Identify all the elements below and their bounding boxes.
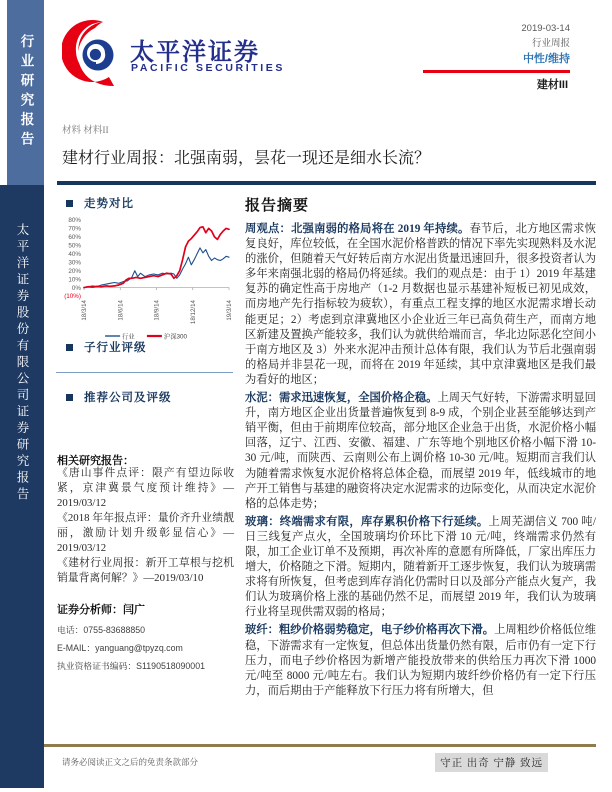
section-trend-label: 走势对比 bbox=[84, 198, 134, 210]
section-recommend-label: 推荐公司及评级 bbox=[84, 392, 172, 404]
sidebar-bottom-band bbox=[0, 185, 44, 788]
footer-rule bbox=[44, 744, 596, 747]
svg-text:70%: 70% bbox=[68, 225, 81, 233]
related-report-item: 《建材行业周报：新开工草根与挖机销量背离何解？》—2019/03/10 bbox=[57, 557, 234, 584]
svg-text:18/9/14: 18/9/14 bbox=[153, 300, 161, 321]
paragraph-text: 上周芜湖信义 700 吨/日三线复产点火，全国玻璃均价环比下滑 10 元/吨，终端需求仍然有限，加工企业订单不及预期，再次补库的意愿有所降低，厂家出库压力增大，价格随之下滑。短期内，随着新开工逐步恢复，我们认为玻璃需求将有所恢复，但考虑到库存消化仍需时日以及部分产能点火复产，我们认为玻璃价格上涨的基础仍然不足，而展望 2019 年，我们认为玻璃行业将呈现供需双弱的格局； bbox=[245, 515, 596, 619]
industry-rating: 中性/维持 bbox=[522, 53, 570, 65]
brand-name-cn: 太平洋证券 bbox=[130, 39, 260, 66]
report-date: 2019-03-14 bbox=[521, 23, 570, 34]
industry-tag: 建材III bbox=[536, 79, 568, 91]
square-bullet-icon bbox=[66, 344, 73, 351]
paragraph-lead: 水泥：需求迅速恢复，全国价格企稳。 bbox=[245, 392, 438, 405]
left-column-divider bbox=[56, 372, 233, 373]
analyst-email: E-MAIL：yanguang@tpyzq.com bbox=[57, 643, 183, 653]
svg-text:60%: 60% bbox=[68, 234, 81, 242]
report-type: 行业周报 bbox=[531, 37, 570, 49]
analyst-phone: 电话：0755-83688850 bbox=[57, 625, 146, 635]
header-red-rule bbox=[423, 70, 570, 73]
related-reports-list bbox=[57, 466, 234, 586]
svg-text:19/3/14: 19/3/14 bbox=[226, 300, 233, 321]
paragraph-text: 春节后，北方地区需求恢复良好，库位较低，在全国水泥价格普跌的情况下率先实现熟料及水泥的涨价，但随着天气好转后南方水泥出货量迅速回升，很多投资者认为多年来南强北弱的格局仍将延续。我们的观点是：由于 1）2019 年基建复苏的确定性高于房地产（1-2 月数据也显示基建补短板已初见成效，而房地产先行指标较为疲软），有重点工程支撑的地区水泥需求增长动能更足；2）考虑到京津冀地区小企业近三年已高负荷生产，而南方地区新建及置换产能较多，我们认为就供给端而言，华北边际恶化空间小于南方地区及 3）外来水泥冲击预计总体有限，我们认为节后北强南弱的格局并非昙花一现，而将在 2019 年延续，其中京津冀地区是我们最为看好的地区； bbox=[245, 223, 596, 386]
trend-comparison-chart bbox=[57, 213, 235, 345]
summary-paragraph bbox=[245, 623, 596, 698]
brand-name-en: PACIFIC SECURITIES bbox=[131, 62, 285, 74]
analyst-license-code: 执业资格证书编码：S1190518090001 bbox=[57, 661, 205, 671]
svg-text:80%: 80% bbox=[68, 217, 81, 225]
footer-disclaimer: 请务必阅读正文之后的免责条款部分 bbox=[62, 757, 199, 767]
paragraph-lead: 周观点：北强南弱的格局将在 2019 年持续。 bbox=[245, 223, 470, 235]
summary-heading: 报告摘要 bbox=[245, 198, 310, 214]
related-report-item: 《2018 年年报点评：量价齐升业绩靓丽，激励计划升级彰显信心》—2019/03/12 bbox=[57, 512, 234, 554]
related-report-item: 《唐山事件点评：限产有望边际收紧，京津冀景气度预计维持》—2019/03/12 bbox=[57, 467, 234, 509]
section-heading-trend bbox=[66, 195, 134, 211]
svg-text:18/3/14: 18/3/14 bbox=[81, 300, 88, 321]
paragraph-lead: 玻纤：粗纱价格弱势稳定，电子纱价格再次下滑。 bbox=[245, 624, 495, 637]
section-heading-subindustry bbox=[66, 339, 147, 355]
summary-paragraph bbox=[245, 515, 596, 621]
header-meta bbox=[521, 22, 570, 67]
sidebar-top-label: 行业研究报告 bbox=[18, 34, 34, 151]
square-bullet-icon bbox=[66, 394, 73, 401]
summary-paragraph bbox=[245, 391, 596, 512]
svg-text:20%: 20% bbox=[68, 267, 81, 275]
section-subindustry-label: 子行业评级 bbox=[84, 342, 147, 354]
title-divider-rule bbox=[57, 181, 596, 185]
svg-text:18/6/14: 18/6/14 bbox=[117, 300, 125, 321]
svg-text:30%: 30% bbox=[68, 259, 81, 267]
svg-text:50%: 50% bbox=[68, 242, 81, 250]
svg-text:行业: 行业 bbox=[122, 333, 135, 341]
section-heading-recommend bbox=[66, 389, 172, 405]
page-title: 建材行业周报：北强南弱，昙花一现还是细水长流？ bbox=[62, 150, 431, 167]
paragraph-text: 上周粗纱价格低位维稳，下游需求有一定恢复，但总体出货量仍然有限，后市仍有一定下行压力，而电子纱价格因为新增产能投放带来的供给压力再次下滑 1000 元/吨至 8000 元/吨左右。我们认为短期内玻纤纱价格仍有一定下行压力，而后期由于产能释放下行压力将有所增大，但 bbox=[245, 624, 596, 697]
sidebar-top-band bbox=[7, 0, 44, 185]
pacific-securities-logo-icon bbox=[62, 20, 124, 88]
svg-text:沪深300: 沪深300 bbox=[163, 333, 188, 341]
related-reports-heading: 相关研究报告： bbox=[57, 455, 134, 467]
paragraph-text: 上周天气好转，下游需求明显回升，南方地区企业出货量普遍恢复到 8-9 成，个别企业甚至能够达到产销平衡，但由于前期库位较高，部分地区企业急于出货，水泥价格小幅回落，辽宁、江西、安徽、福建、广东等地个别地区价格小幅下滑 10-30 元/吨，而陕西、云南则公布上调价格 10-30 元/吨。短期而言我们认为随着需求恢复水泥价格将总体企稳，而展望 2019 年，低线城市的地产开工销售与基建的融资将决定水泥需求的边际变化，从而决定水泥价格的总体走势； bbox=[245, 392, 596, 510]
sidebar-bottom-label: 太平洋证券股份有限公司证券研究报告 bbox=[15, 223, 29, 504]
analyst-name: 证券分析师：闫广 bbox=[57, 604, 145, 616]
svg-text:18/12/14: 18/12/14 bbox=[189, 300, 197, 325]
svg-text:40%: 40% bbox=[68, 250, 81, 258]
square-bullet-icon bbox=[66, 200, 73, 207]
svg-text:(10%): (10%) bbox=[64, 293, 81, 301]
svg-text:0%: 0% bbox=[71, 284, 81, 292]
breadcrumb: 材料 材料II bbox=[62, 126, 109, 136]
svg-text:10%: 10% bbox=[68, 276, 81, 284]
paragraph-lead: 玻璃：终端需求有限，库存累积价格下行延续。 bbox=[245, 515, 489, 528]
footer-motto: 守正 出奇 宁静 致远 bbox=[435, 753, 548, 772]
summary-paragraph bbox=[245, 222, 596, 388]
summary-body bbox=[245, 222, 596, 702]
